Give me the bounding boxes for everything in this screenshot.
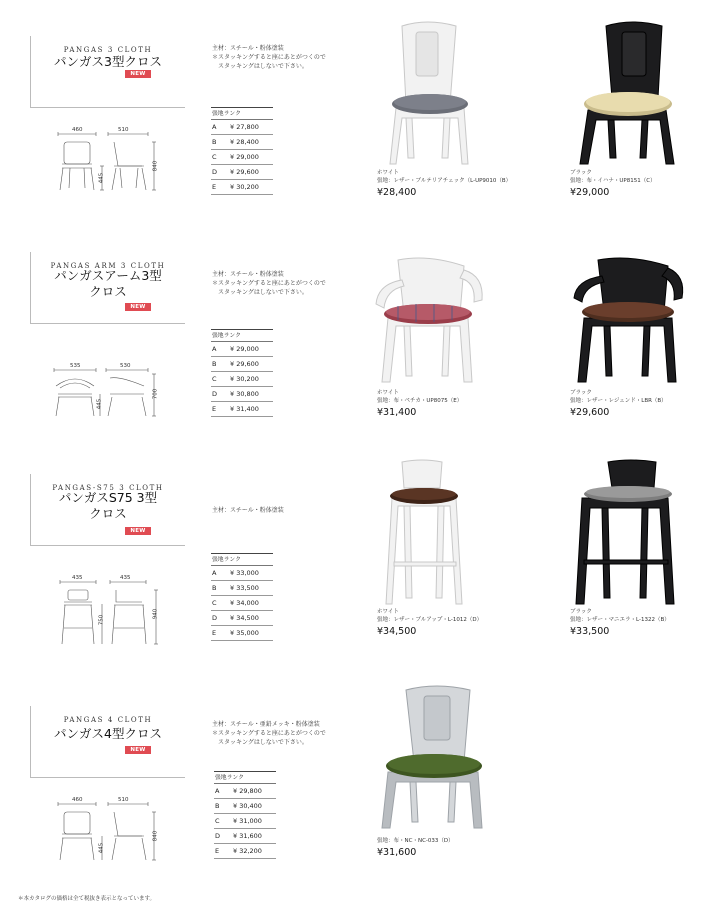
stool-photo-black — [570, 458, 680, 608]
dim-width: 460 — [72, 797, 83, 803]
product-jp-title: パンガス4型クロス — [54, 726, 162, 741]
price-row: D ¥ 29,600 — [211, 165, 273, 180]
dim-height: 840 — [152, 830, 159, 842]
price-row: E ¥ 32,200 — [214, 844, 276, 859]
price-row: A ¥ 33,000 — [211, 566, 273, 581]
product-jp-title: クロス — [89, 506, 127, 521]
product-jp-title: パンガスアーム3型 — [54, 268, 162, 283]
price-row: E ¥ 30,200 — [211, 180, 273, 195]
dim-height: 840 — [152, 160, 159, 172]
price-row: C ¥ 29,000 — [211, 150, 273, 165]
dim-seat-height: 445 — [96, 398, 103, 410]
product-title-block — [30, 36, 185, 108]
variant-price: ¥33,500 — [570, 626, 610, 637]
variant-price: ¥31,400 — [377, 407, 417, 418]
variant-caption: ブラック 張地：布・イハナ・UP8151（C） ¥29,000 — [570, 170, 656, 198]
price-table — [214, 771, 276, 859]
dim-seat-height: 750 — [98, 614, 105, 626]
dim-depth: 510 — [118, 797, 129, 803]
price-table-header: 張地ランク — [214, 772, 276, 784]
new-badge: NEW — [125, 527, 151, 535]
variant-caption: ホワイト 張地：レザー・ブルアップ・L-1012（D） ¥34,500 — [377, 609, 483, 637]
dim-height: 940 — [152, 608, 159, 620]
dim-width: 435 — [72, 575, 83, 581]
dim-height: 700 — [152, 388, 159, 400]
price-row: E ¥ 35,000 — [211, 626, 273, 641]
price-row: C ¥ 30,200 — [211, 372, 273, 387]
price-row: B ¥ 30,400 — [214, 799, 276, 814]
dim-depth: 435 — [120, 575, 131, 581]
chair-photo-galvanized — [374, 682, 494, 832]
product-section-pangas-s75-3 — [0, 474, 711, 694]
variant-caption: ブラック 張地：レザー・レジェンド・LBR（B） ¥29,600 — [570, 390, 667, 418]
product-title-block — [30, 252, 185, 324]
dim-depth: 530 — [120, 363, 131, 369]
dim-seat-height: 445 — [98, 842, 105, 854]
product-jp-title: クロス — [89, 284, 127, 299]
product-en-title: PANGAS 3 CLOTH — [63, 46, 153, 54]
variant-price: ¥28,400 — [377, 187, 417, 198]
product-section-pangas-3 — [0, 36, 711, 256]
price-table — [211, 553, 273, 641]
product-title-block — [30, 474, 185, 546]
dim-width: 460 — [72, 127, 83, 133]
price-row: B ¥ 29,600 — [211, 357, 273, 372]
price-row: D ¥ 30,800 — [211, 387, 273, 402]
product-section-pangas-arm-3 — [0, 252, 711, 472]
material-notes: 主材：スチール・粉体塗装 ＊スタッキングすると座にあとがつくので スタッキングはしないで下さい。 — [212, 271, 326, 296]
product-section-pangas-4 — [0, 706, 711, 916]
variant-price: ¥34,500 — [377, 626, 417, 637]
price-row: B ¥ 33,500 — [211, 581, 273, 596]
price-row: D ¥ 31,600 — [214, 829, 276, 844]
new-badge: NEW — [125, 70, 151, 78]
material-notes: 主材：スチール・粉体塗装 — [212, 507, 284, 514]
new-badge: NEW — [125, 746, 151, 754]
variant-caption: ブラック 張地：レザー・マニエラ・L-1322（B） ¥33,500 — [570, 609, 670, 637]
product-title-block — [30, 706, 185, 778]
price-row: B ¥ 28,400 — [211, 135, 273, 150]
price-table-header: 張地ランク — [211, 554, 273, 566]
product-en-title: PANGAS-S75 3 CLOTH — [52, 484, 164, 492]
price-row: D ¥ 34,500 — [211, 611, 273, 626]
price-row: E ¥ 31,400 — [211, 402, 273, 417]
new-badge: NEW — [125, 303, 151, 311]
variant-price: ¥31,600 — [377, 847, 417, 858]
variant-price: ¥29,000 — [570, 187, 610, 198]
material-notes: 主材：スチール・粉体塗装 ＊スタッキングすると座にあとがつくので スタッキングはしないで下さい。 — [212, 45, 326, 70]
price-row: C ¥ 34,000 — [211, 596, 273, 611]
price-footnote: ＊本カタログの価格は全て税抜き表示となっています。 — [18, 896, 156, 902]
price-table-header: 張地ランク — [211, 108, 273, 120]
variant-caption: ホワイト 張地：布・ペチカ・UP8075（E） ¥31,400 — [377, 390, 463, 418]
price-table — [211, 107, 273, 195]
product-en-title: PANGAS 4 CLOTH — [63, 716, 153, 724]
chair-photo-black-arm — [568, 256, 688, 386]
variant-caption: 張地：布・NC・NC-033（D） ¥31,600 — [377, 838, 454, 858]
dim-depth: 510 — [118, 127, 129, 133]
product-jp-title: パンガスS75 3型 — [58, 490, 158, 505]
product-jp-title: パンガス3型クロス — [54, 54, 162, 69]
chair-photo-white-arm — [368, 256, 488, 386]
price-row: A ¥ 27,800 — [211, 120, 273, 135]
price-table-header: 張地ランク — [211, 330, 273, 342]
stool-photo-white — [372, 458, 472, 608]
product-en-title: PANGAS ARM 3 CLOTH — [50, 262, 166, 270]
price-row: A ¥ 29,800 — [214, 784, 276, 799]
chair-photo-black — [570, 18, 690, 168]
material-notes: 主材：スチール・亜鉛メッキ・粉体塗装 ＊スタッキングすると座にあとがつくので スタッキングはしないで下さい。 — [212, 721, 326, 746]
price-row: C ¥ 31,000 — [214, 814, 276, 829]
price-row: A ¥ 29,000 — [211, 342, 273, 357]
variant-caption: ホワイト 張地：レザー・ブルテリアチェック（L-UP9010（B） ¥28,400 — [377, 170, 512, 198]
dim-width: 535 — [70, 363, 81, 369]
price-table — [211, 329, 273, 417]
variant-price: ¥29,600 — [570, 407, 610, 418]
dim-seat-height: 445 — [98, 172, 105, 184]
chair-photo-white — [372, 18, 482, 168]
